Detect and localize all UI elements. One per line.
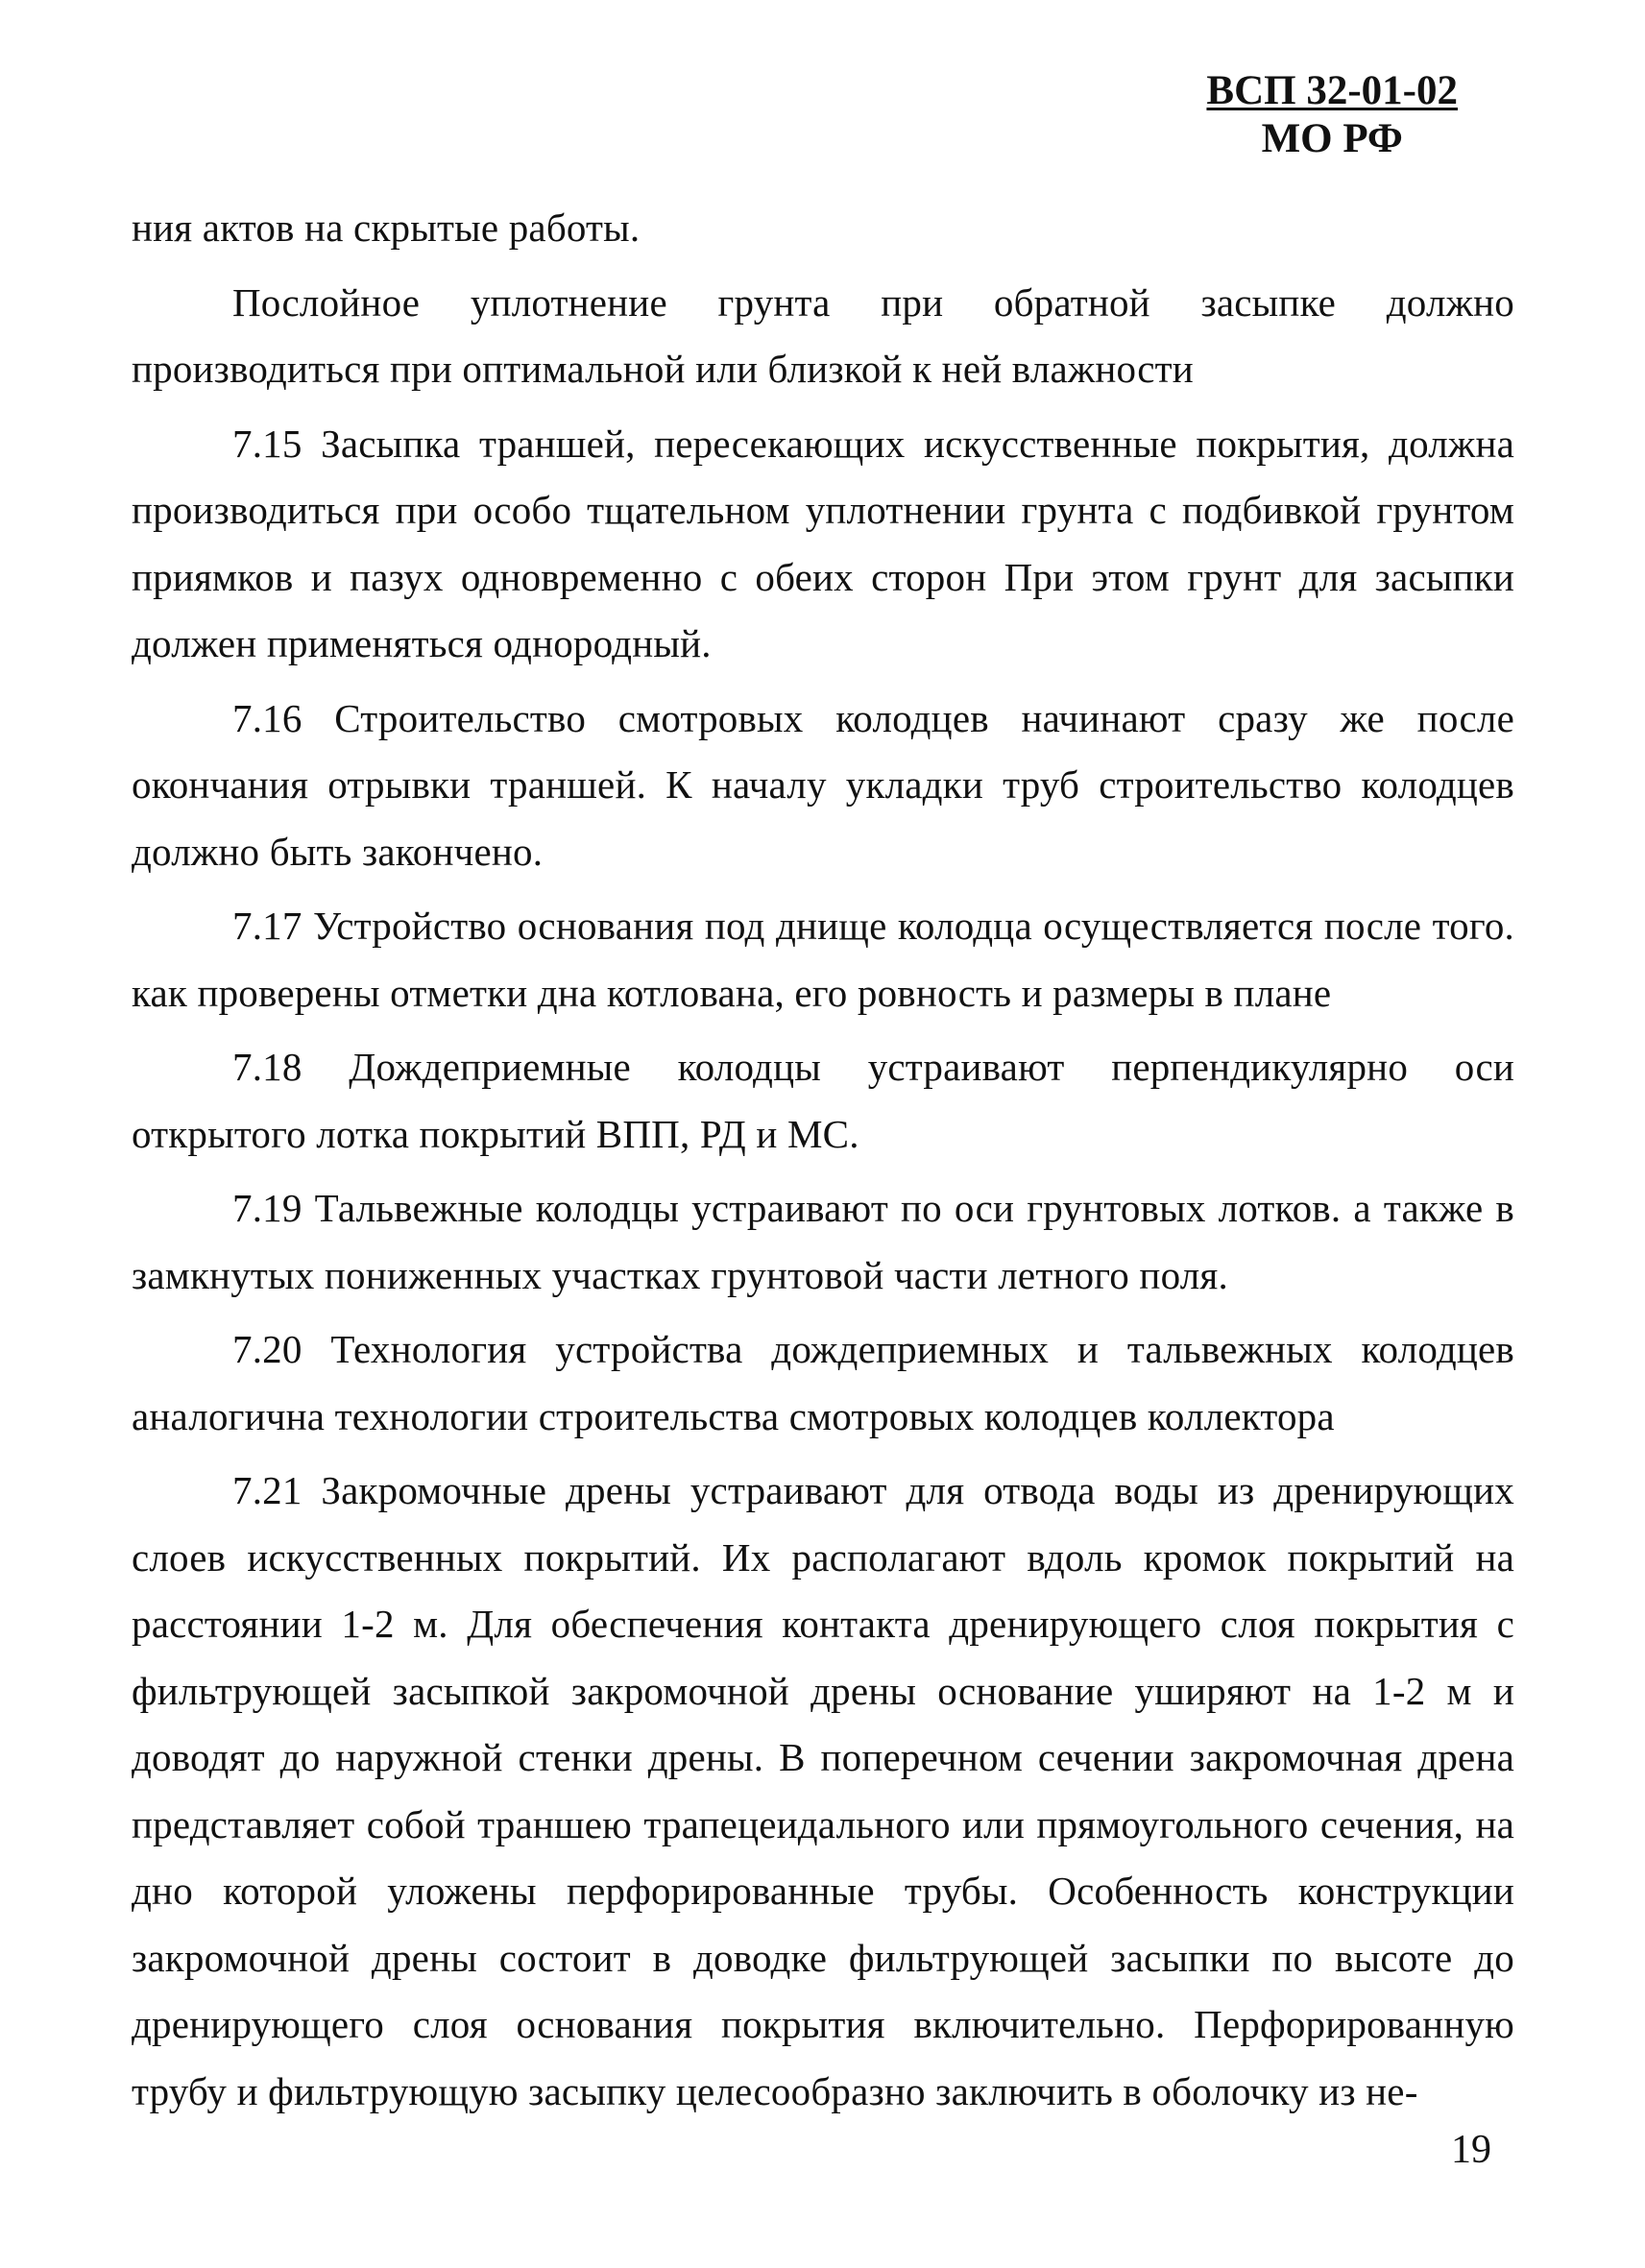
paragraph-7-18: 7.18 Дождеприемные колодцы устраивают перпендикулярно оси открытого лотка покрытий ВПП, РД и МС. [132, 1045, 1514, 1156]
organization-label: МО РФ [1261, 116, 1403, 161]
body-text [132, 195, 1514, 2133]
paragraph-7-19: 7.19 Тальвежные колодцы устраивают по оси грунтовых лотков. а также в замкнутых пониженных участках грунтовой части летного поля. [132, 1186, 1514, 1297]
paragraph-7-16: 7.16 Строительство смотровых колодцев начинают сразу же после окончания отрывки траншей. К началу укладки труб строительство колодцев должно быть закончено. [132, 695, 1514, 874]
paragraph-7-20: 7.20 Технология устройства дождеприемных и тальвежных колодцев аналогична технологии строительства смотровых колодцев коллектора [132, 1327, 1514, 1438]
paragraph: Послойное уплотнение грунта при обратной засыпке должно производиться при оптимальной или близкой к ней влажности [132, 279, 1514, 391]
paragraph-7-17: 7.17 Устройство основания под днище колодца осуществляется после того. как проверены отметки дна котлована, его ровность и размеры в плане [132, 904, 1514, 1015]
page-number: 19 [1451, 2128, 1491, 2172]
paragraph-7-21: 7.21 Закромочные дрены устраивают для отвода воды из дренирующих слоев искусственных покрытий. Их располагают вдоль кромок покрытий на расстоянии 1-2 м. Для обеспечения контакта дренирующего слоя покрытия с фильтрующей засыпкой закромочной дрены основание уширяют на 1-2 м и доводят до наружной стенки дрены. В поперечном сечении закромочная дрена представляет собой траншею трапецеидального или прямоугольного сечения, на дно которой уложены перфорированные трубы. Особенность конструкции закромочной дрены состоит в доводке фильтрующей засыпки по высоте до дренирующего слоя основания покрытия включительно. Перфорированную трубу и фильтрующую засыпку целесообразно заключить в оболочку из не- [132, 1468, 1514, 2113]
document-header [1206, 67, 1458, 163]
paragraph-continuation: ния актов на скрытые работы. [132, 205, 641, 250]
paragraph-7-15: 7.15 Засыпка траншей, пересекающих искусственные покрытия, должна производиться при особо тщательном уплотнении грунта с подбивкой грунтом приямков и пазух одновременно с обеих сторон При этом грунт для засыпки должен применяться однородный. [132, 421, 1514, 665]
document-code: ВСП 32-01-02 [1206, 68, 1458, 113]
